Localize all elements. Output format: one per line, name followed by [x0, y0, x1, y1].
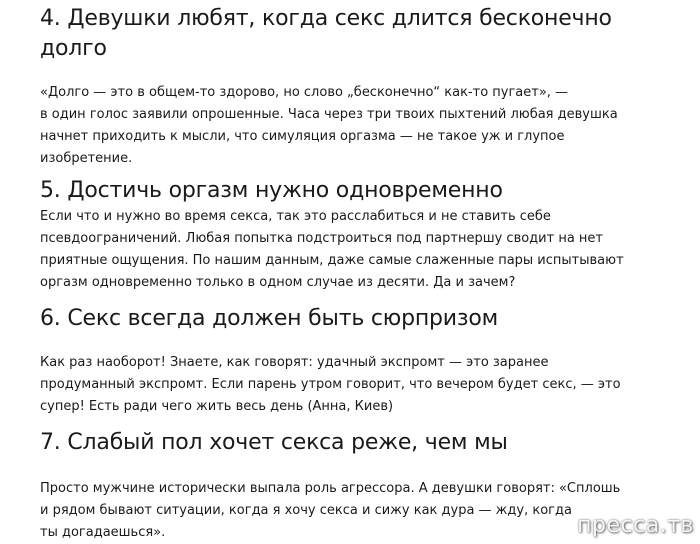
section-5-heading [40, 176, 503, 206]
section-6-heading [40, 304, 498, 334]
heading-line: 5. Достичь оргазм нужно одновременно [40, 178, 503, 203]
paragraph-line: в один голос заявили опрошенные. Часа через три твоих пыхтений любая девушка [40, 107, 618, 122]
section-7-heading [40, 428, 508, 458]
paragraph-line: Если что и нужно во время секса, так это расслабиться и не ставить себе [40, 209, 551, 224]
section-6-paragraph [40, 352, 680, 418]
paragraph-line: Просто мужчине исторически выпала роль агрессора. А девушки говорят: «Сплошь [40, 481, 621, 496]
paragraph-line: Как раз наоборот! Знаете, как говорят: удачный экспромт — это заранее [40, 355, 549, 370]
section-4-heading [40, 4, 612, 64]
section-5-paragraph [40, 206, 680, 294]
heading-line: 4. Девушки любят, когда секс длится бесконечно [40, 6, 612, 31]
paragraph-line: начнет приходить к мысли, что симуляция оргазма — не такое уж и глупое [40, 129, 565, 144]
heading-line: долго [40, 36, 107, 61]
paragraph-line: приятные ощущения. По нашим данным, даже самые слаженные пары испытывают [40, 253, 624, 268]
paragraph-line: «Долго — это в общем-то здорово, но слово „бесконечно“ как-то пугает», — [40, 85, 569, 100]
paragraph-line: ты догадаешься». [40, 525, 166, 540]
section-4-paragraph [40, 82, 680, 170]
paragraph-line: супер! Есть ради чего жить весь день (Анна, Киев) [40, 399, 394, 414]
heading-line: 7. Слабый пол хочет секса реже, чем мы [40, 430, 508, 455]
paragraph-line: и рядом бывают ситуации, когда я хочу секса и сижу как дура — жду, когда [40, 503, 572, 518]
paragraph-line: оргазм одновременно только в одном случае из десяти. Да и зачем? [40, 275, 516, 290]
paragraph-line: псевдоограничений. Любая попытка подстроиться под партнершу сводит на нет [40, 231, 603, 246]
heading-line: 6. Секс всегда должен быть сюрпризом [40, 306, 499, 331]
site-watermark: пресса.тв [577, 513, 694, 538]
paragraph-line: изобретение. [40, 151, 133, 166]
paragraph-line: продуманный экспромт. Если парень утром говорит, что вечером будет секс, — это [40, 377, 621, 392]
